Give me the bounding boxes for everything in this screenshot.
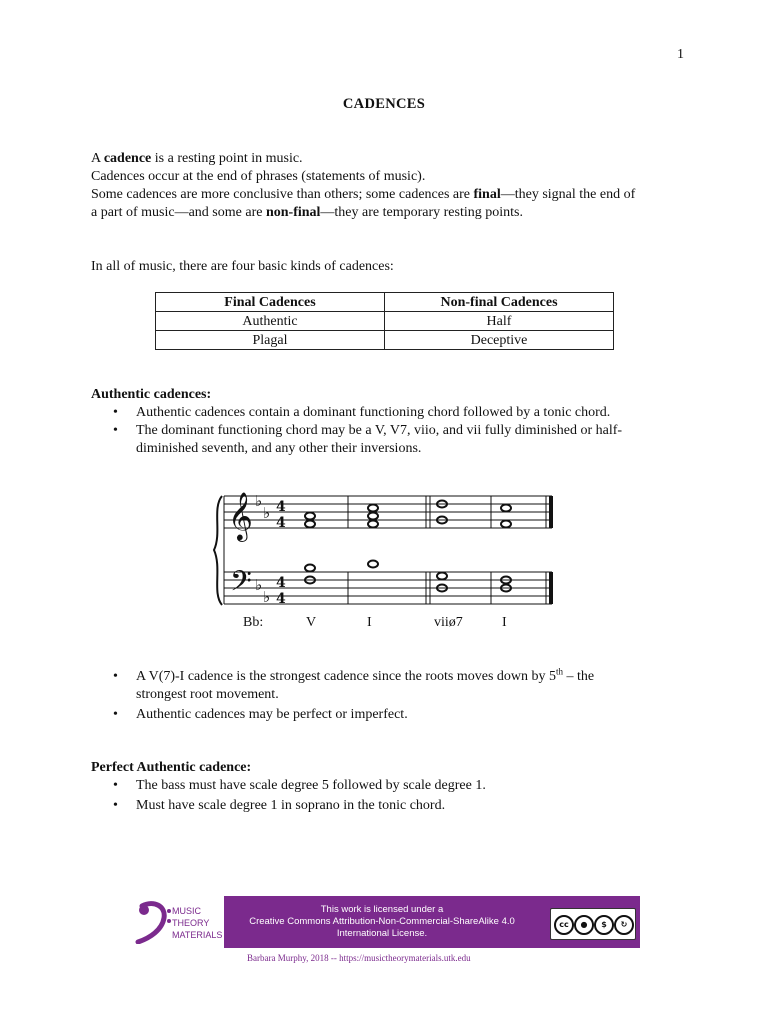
table-row — [156, 331, 614, 350]
authentic-heading: Authentic cadences: — [91, 387, 212, 402]
time-signature-bottom: 4 — [276, 515, 286, 531]
bass-clef-logo-icon — [134, 898, 172, 944]
share-alike-icon: ↻ — [614, 915, 634, 935]
music-theory-logo — [134, 898, 172, 950]
svg-text:♭: ♭ — [263, 504, 271, 522]
table-cell: Deceptive — [385, 331, 614, 350]
authentic-bullets — [91, 404, 691, 458]
table-cell: Authentic — [156, 312, 385, 331]
list-item: • Authentic cadences contain a dominant functioning chord followed by a tonic chord. — [113, 405, 611, 420]
grand-staff — [210, 488, 560, 613]
music-example — [210, 488, 560, 613]
chord-label: I — [502, 615, 507, 630]
whole-notes — [305, 501, 511, 592]
perfect-bullets — [91, 777, 691, 815]
svg-text:♭: ♭ — [255, 492, 263, 510]
cc-icon: cc — [554, 915, 574, 935]
time-signature-top: 4 — [276, 575, 286, 591]
logo-text: MUSIC THEORY MATERIALS — [172, 906, 223, 940]
attribution-icon: ● — [574, 915, 594, 935]
page-title: CADENCES — [342, 96, 426, 112]
chord-label: V — [306, 615, 317, 630]
table-cell: Plagal — [156, 331, 385, 350]
list-item: • Must have scale degree 1 in soprano in the tonic chord. — [113, 798, 446, 813]
intro-line-3: Some cadences are more conclusive than others; some cadences are final—they signal the end of — [91, 187, 636, 202]
license-text: This work is licensed under a Creative Commons Attribution-Non-Commercial-ShareAlike 4.0 International License. — [249, 904, 515, 939]
table-header: Final Cadences — [156, 293, 385, 312]
chord-label: I — [367, 615, 372, 630]
list-item: • The dominant functioning chord may be a V, V7, viio, and vii fully diminished or half- diminished seventh, and any other their inversions. — [113, 423, 623, 456]
treble-clef-icon: 𝄞 — [228, 491, 253, 540]
time-signature-top: 4 — [276, 499, 286, 515]
key-label: Bb: — [243, 615, 264, 630]
list-item: • Authentic cadences may be perfect or imperfect. — [113, 707, 408, 722]
table-row — [156, 312, 614, 331]
time-signature-bottom: 4 — [276, 591, 286, 607]
strength-bullets — [91, 668, 691, 724]
non-commercial-icon: $ — [594, 915, 614, 935]
svg-text:♭: ♭ — [263, 588, 271, 606]
list-item: • The bass must have scale degree 5 followed by scale degree 1. — [113, 778, 486, 793]
intro-line-1: A cadence is a resting point in music. — [91, 151, 303, 166]
intro-line-4: a part of music—and some are non-final—they are temporary resting points. — [91, 205, 523, 220]
svg-text:♭: ♭ — [255, 576, 263, 594]
four-kinds-text: In all of music, there are four basic kinds of cadences: — [91, 259, 394, 274]
table-header: Non-final Cadences — [385, 293, 614, 312]
brace — [214, 496, 222, 605]
chord-label: viiø7 — [434, 615, 463, 630]
cadence-table — [155, 292, 614, 350]
credit-link[interactable]: Barbara Murphy, 2018 -- https://musictheorymaterials.utk.edu — [247, 953, 471, 963]
list-item: • A V(7)-I cadence is the strongest cadence since the roots moves down by 5th – the strongest root movement. — [113, 666, 595, 702]
perfect-heading: Perfect Authentic cadence: — [91, 760, 252, 775]
cc-license-badge[interactable] — [550, 908, 636, 940]
table-header-row — [156, 293, 614, 312]
intro-line-2: Cadences occur at the end of phrases (statements of music). — [91, 169, 426, 184]
page-number: 1 — [677, 47, 684, 62]
table-cell: Half — [385, 312, 614, 331]
bass-clef-icon: 𝄢 — [230, 565, 252, 605]
intro-paragraph — [91, 150, 691, 222]
